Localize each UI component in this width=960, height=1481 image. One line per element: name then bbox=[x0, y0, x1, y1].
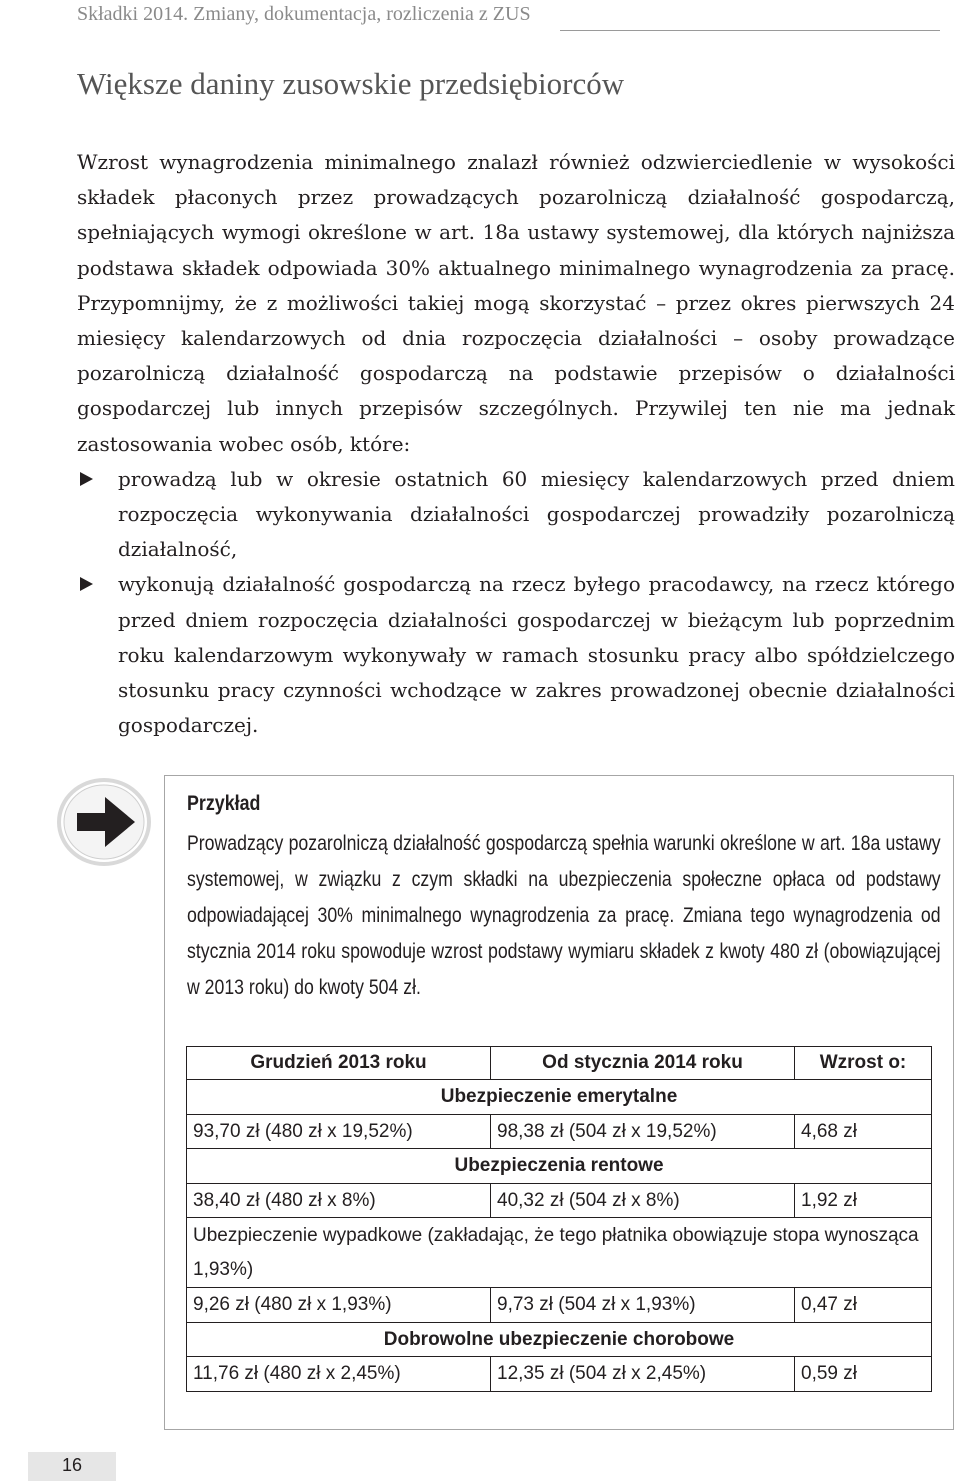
intro-paragraph: Wzrost wynagrodzenia minimalnego znalazł również odzwierciedlenie w wysokości składek płaconych przez prowadzących pozarolniczą działalność gospodarczą, spełniających wymogi określone w art. 18a ustawy systemowej, dla których najniższa podstawa składek odpowiada 30% aktualnego minimalnego wynagrodzenia za pracę. Przypomnijmy, że z możliwości takiej mogą skorzystać – przez okres pierwszych 24 miesięcy kalendarzowych od dnia rozpoczęcia działalności – osoby prowadzące pozarolniczą działalność gospodarczą na podstawie przepisów o działalności gospodarczej lub innych przepisów szczególnych. Przywilej ten nie ma jednak zastosowania wobec osób, które: bbox=[77, 150, 955, 456]
cell-dec-2013: 93,70 zł (480 zł x 19,52%) bbox=[187, 1114, 491, 1149]
bullet-list bbox=[77, 462, 955, 744]
section-title-disability: Ubezpieczenia rentowe bbox=[187, 1149, 932, 1184]
cell-dec-2013: 9,26 zł (480 zł x 1,93%) bbox=[187, 1288, 491, 1323]
cell-dec-2013: 38,40 zł (480 zł x 8%) bbox=[187, 1183, 491, 1218]
header-rule bbox=[560, 30, 940, 31]
running-header: Składki 2014. Zmiany, dokumentacja, rozliczenia z ZUS bbox=[77, 3, 531, 25]
contribution-table bbox=[186, 1046, 932, 1392]
section-row bbox=[187, 1149, 932, 1184]
cell-jan-2014: 98,38 zł (504 zł x 19,52%) bbox=[491, 1114, 795, 1149]
body-text bbox=[77, 145, 955, 743]
cell-increase: 1,92 zł bbox=[795, 1183, 932, 1218]
table-row bbox=[187, 1288, 932, 1323]
section-title-accident: Ubezpieczenie wypadkowe (zakładając, że tego płatnika obowiązuje stopa wynosząca 1,93%) bbox=[187, 1218, 932, 1288]
cell-jan-2014: 9,73 zł (504 zł x 1,93%) bbox=[491, 1288, 795, 1323]
table-header-row bbox=[187, 1047, 932, 1080]
table-row bbox=[187, 1183, 932, 1218]
cell-dec-2013: 11,76 zł (480 zł x 2,45%) bbox=[187, 1357, 491, 1392]
page-number: 16 bbox=[62, 1455, 83, 1475]
section-row bbox=[187, 1080, 932, 1115]
example-text: Prowadzący pozarolniczą działalność gospodarczą spełnia warunki określone w art. 18a ustawy systemowej, w związku z czym składki na ubezpieczenia społeczne opłaca od podstawy odpowiadającej 30% minimalnego wynagrodzenia za pracę. Zmiana tego wynagrodzenia od stycznia 2014 roku spowoduje wzrost podstawy wymiaru składek z kwoty 480 zł (obowiązującej w 2013 roku) do kwoty 504 zł. bbox=[187, 832, 941, 999]
example-heading: Przykład bbox=[187, 792, 261, 815]
header-increase: Wzrost o: bbox=[795, 1047, 932, 1080]
triangle-bullet-icon bbox=[80, 577, 93, 591]
bullet-text: prowadzą lub w okresie ostatnich 60 miesięcy kalendarzowych przed dniem rozpoczęcia wykonywania działalności gospodarczej prowadziły pozarolniczą działalność, bbox=[118, 466, 955, 562]
section-title-sickness: Dobrowolne ubezpieczenie chorobowe bbox=[187, 1322, 932, 1357]
bullet-item bbox=[77, 462, 955, 568]
cell-increase: 0,47 zł bbox=[795, 1288, 932, 1323]
cell-increase: 0,59 zł bbox=[795, 1357, 932, 1392]
example-box bbox=[164, 775, 954, 1430]
section-row bbox=[187, 1218, 932, 1288]
cell-jan-2014: 40,32 zł (504 zł x 8%) bbox=[491, 1183, 795, 1218]
section-title-pension: Ubezpieczenie emerytalne bbox=[187, 1080, 932, 1115]
bullet-item bbox=[77, 567, 955, 743]
table-row bbox=[187, 1114, 932, 1149]
header-dec-2013: Grudzień 2013 roku bbox=[187, 1047, 491, 1080]
table-row bbox=[187, 1357, 932, 1392]
arrow-right-icon bbox=[55, 776, 153, 868]
bullet-text: wykonują działalność gospodarczą na rzecz byłego pracodawcy, na rzecz którego przed dniem rozpoczęcia działalności gospodarczej w bieżącym lub poprzednim roku kalendarzowym wykonywały w ramach stosunku pracy albo spółdzielczego stosunku pracy czynności wchodzące w zakres prowadzonej obecnie działalności gospodarczej. bbox=[118, 572, 955, 738]
triangle-bullet-icon bbox=[80, 472, 93, 486]
contribution-table-wrapper bbox=[186, 1046, 931, 1392]
cell-increase: 4,68 zł bbox=[795, 1114, 932, 1149]
section-title: Większe daniny zusowskie przedsiębiorców bbox=[77, 66, 625, 101]
section-row bbox=[187, 1322, 932, 1357]
cell-jan-2014: 12,35 zł (504 zł x 2,45%) bbox=[491, 1357, 795, 1392]
header-jan-2014: Od stycznia 2014 roku bbox=[491, 1047, 795, 1080]
